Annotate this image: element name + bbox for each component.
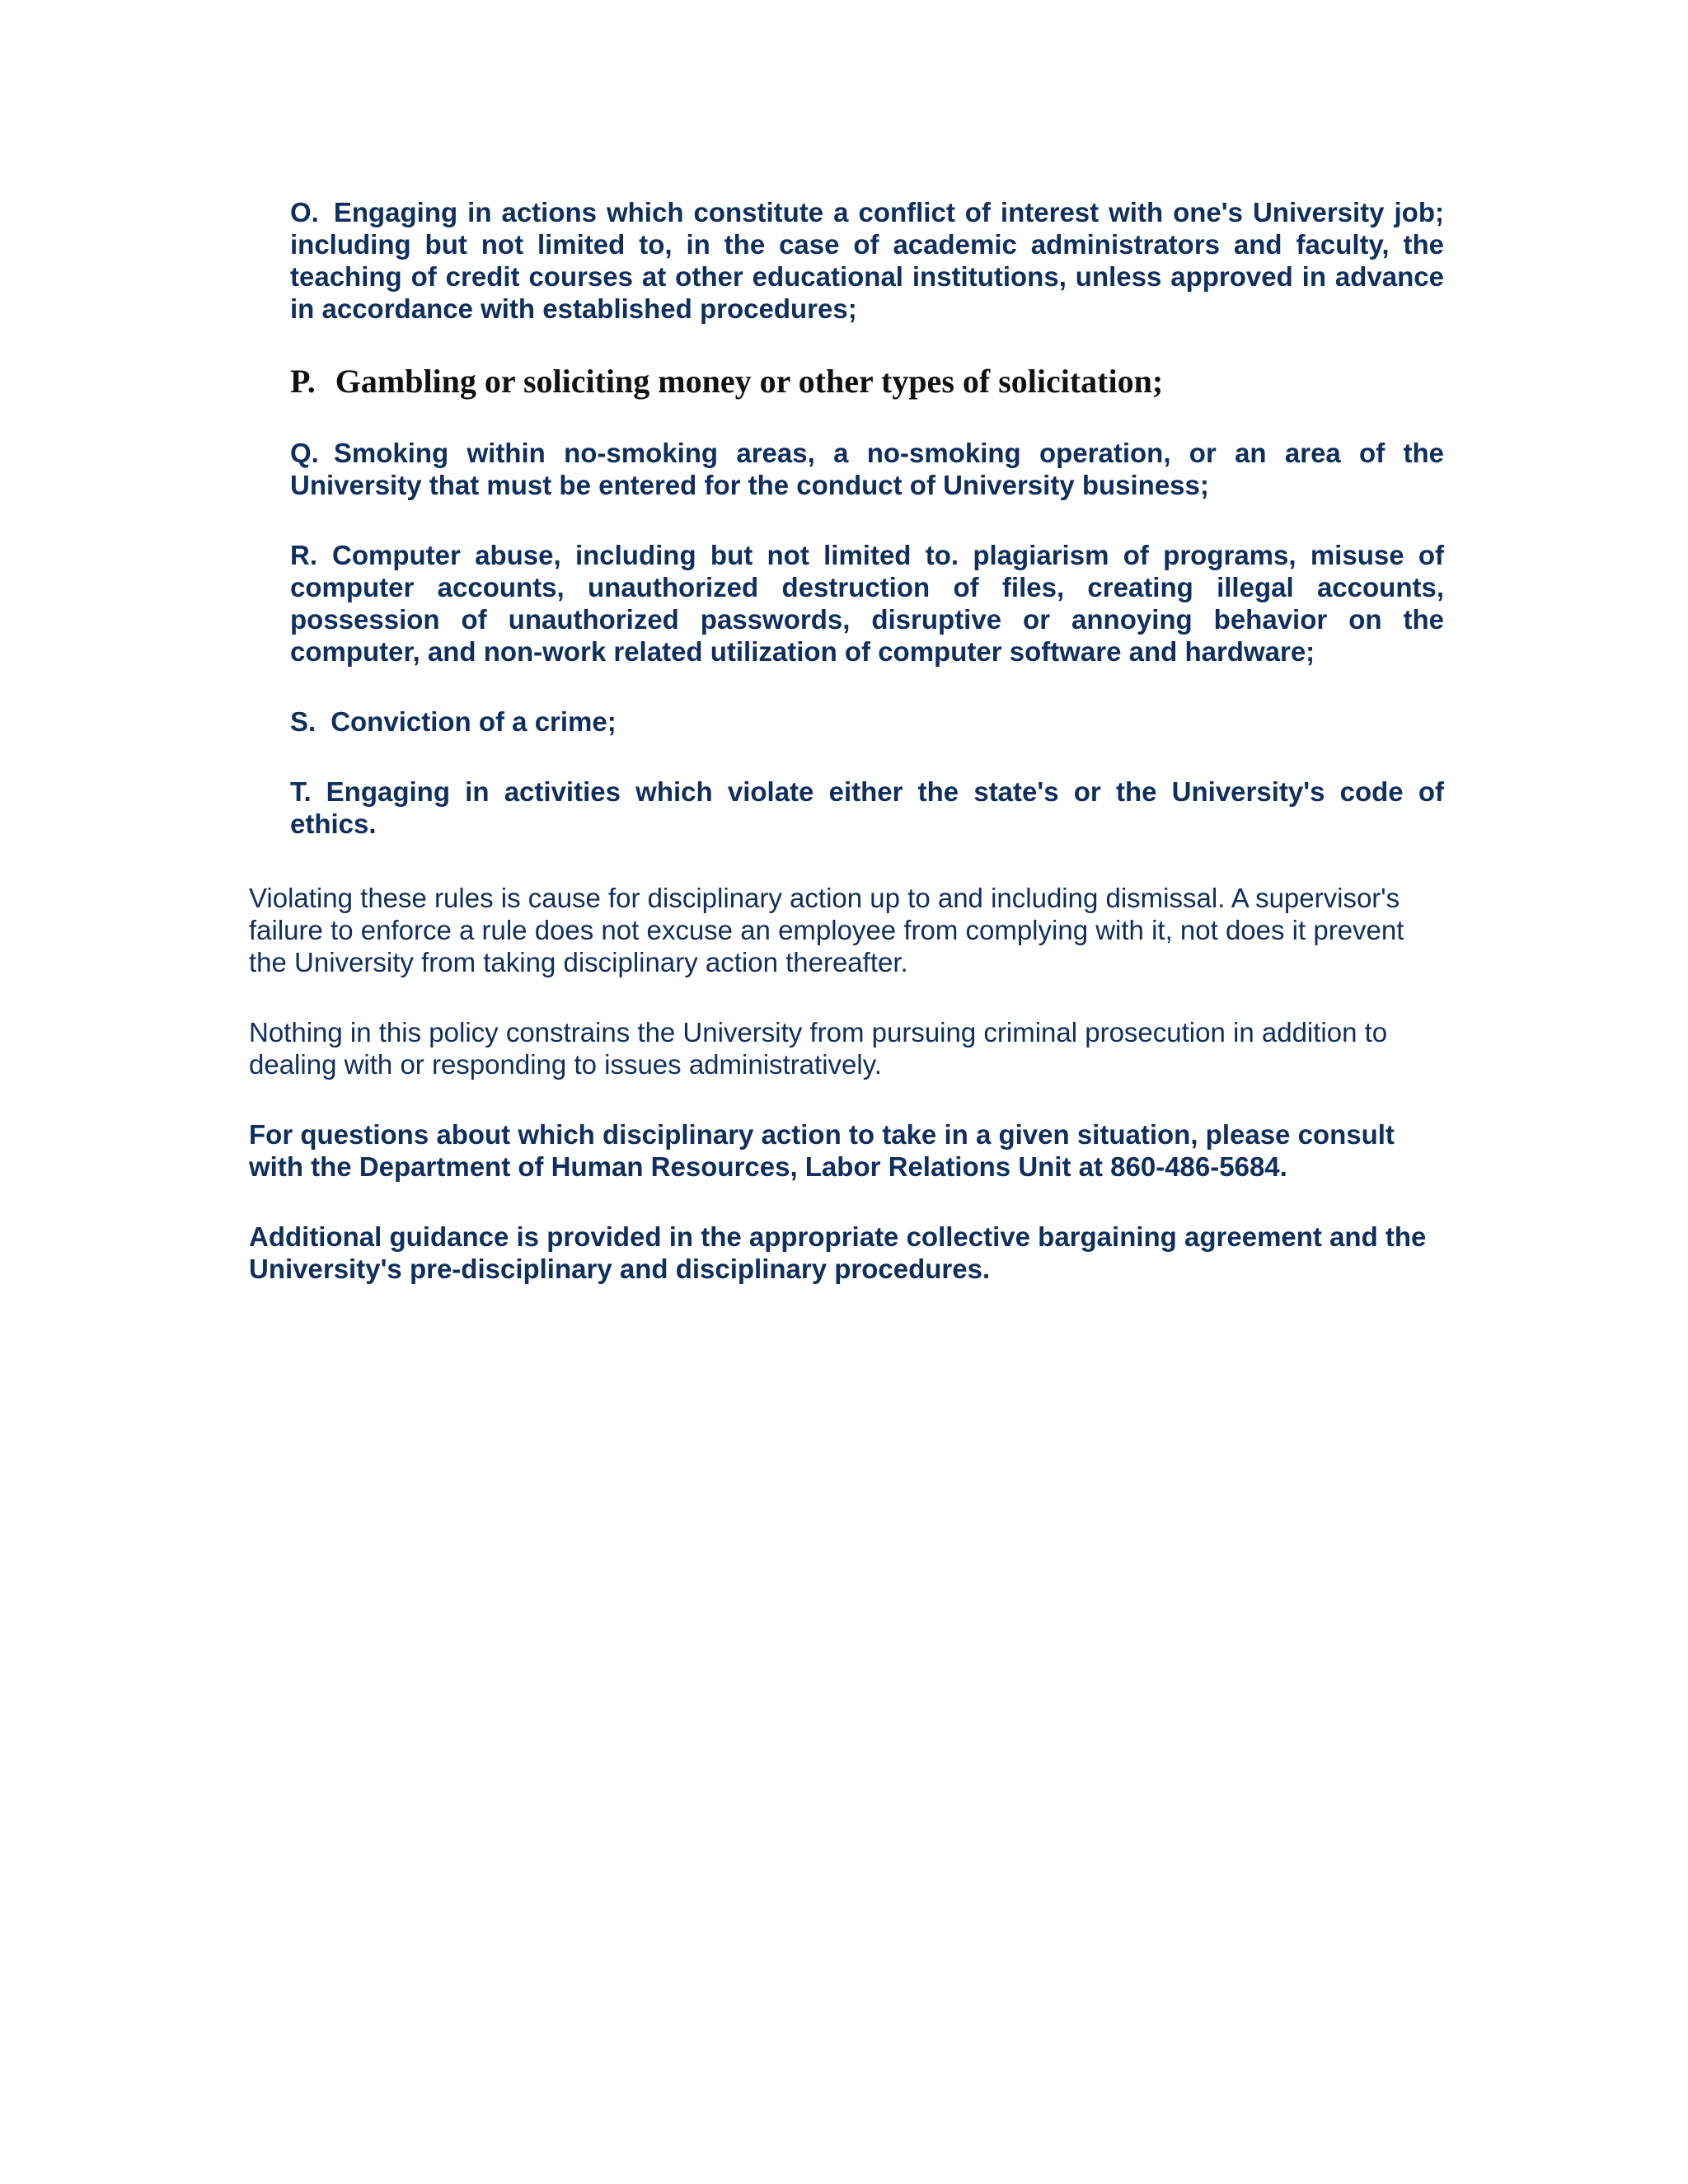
item-letter: T. (290, 776, 312, 807)
prosecution-paragraph: Nothing in this policy constrains the University from pursuing criminal prosecution in addition to dealing with or responding to issues administratively. (249, 1017, 1388, 1080)
item-text: Engaging in activities which violate either the state's or the University's code of ethics. (290, 776, 1444, 839)
item-text: Smoking within no-smoking areas, a no-smoking operation, or an area of the University that must be entered for the conduct of University business; (290, 438, 1444, 500)
rules-list (290, 196, 1444, 878)
list-item-s (290, 705, 1444, 738)
disciplinary-paragraph: Violating these rules is cause for disciplinary action up to and including dismissal. A supervisor's failure to enforce a rule does not excuse an employee from complying with it, not does it prevent the University from taking disciplinary action thereafter. (249, 883, 1404, 977)
list-item-q (290, 437, 1444, 501)
list-item-o (290, 196, 1444, 325)
item-letter: R. (290, 540, 317, 570)
item-letter: P. (290, 363, 316, 400)
item-letter: O. (290, 197, 319, 227)
guidance-paragraph: Additional guidance is provided in the appropriate collective bargaining agreement and the University's pre-disciplinary and disciplinary procedures. (249, 1221, 1427, 1284)
item-text: Engaging in actions which constitute a conflict of interest with one's University job; including but not limited to, in the case of academic administrators and faculty, the teaching of credit courses at other educational institutions, unless approved in advance in accordance with established procedures; (290, 197, 1444, 324)
closing-text (249, 882, 1444, 1323)
list-item-r (290, 539, 1444, 668)
list-item-t (290, 776, 1444, 840)
item-text: Gambling or soliciting money or other types of solicitation; (335, 363, 1164, 400)
item-letter: Q. (290, 438, 319, 468)
item-letter: S. (290, 706, 316, 737)
item-text: Computer abuse, including but not limited to. plagiarism of programs, misuse of computer accounts, unauthorized destruction of files, creating illegal accounts, possession of unauthorized passwords, disruptive or annoying behavior on the computer, and non-work related utilization of computer software and hardware; (290, 540, 1444, 667)
contact-paragraph: For questions about which disciplinary action to take in a given situation, please consult with the Department of Human Resources, Labor Relations Unit at 860-486-5684. (249, 1119, 1395, 1182)
item-text: Conviction of a crime; (331, 706, 617, 737)
list-item-p (290, 363, 1444, 401)
